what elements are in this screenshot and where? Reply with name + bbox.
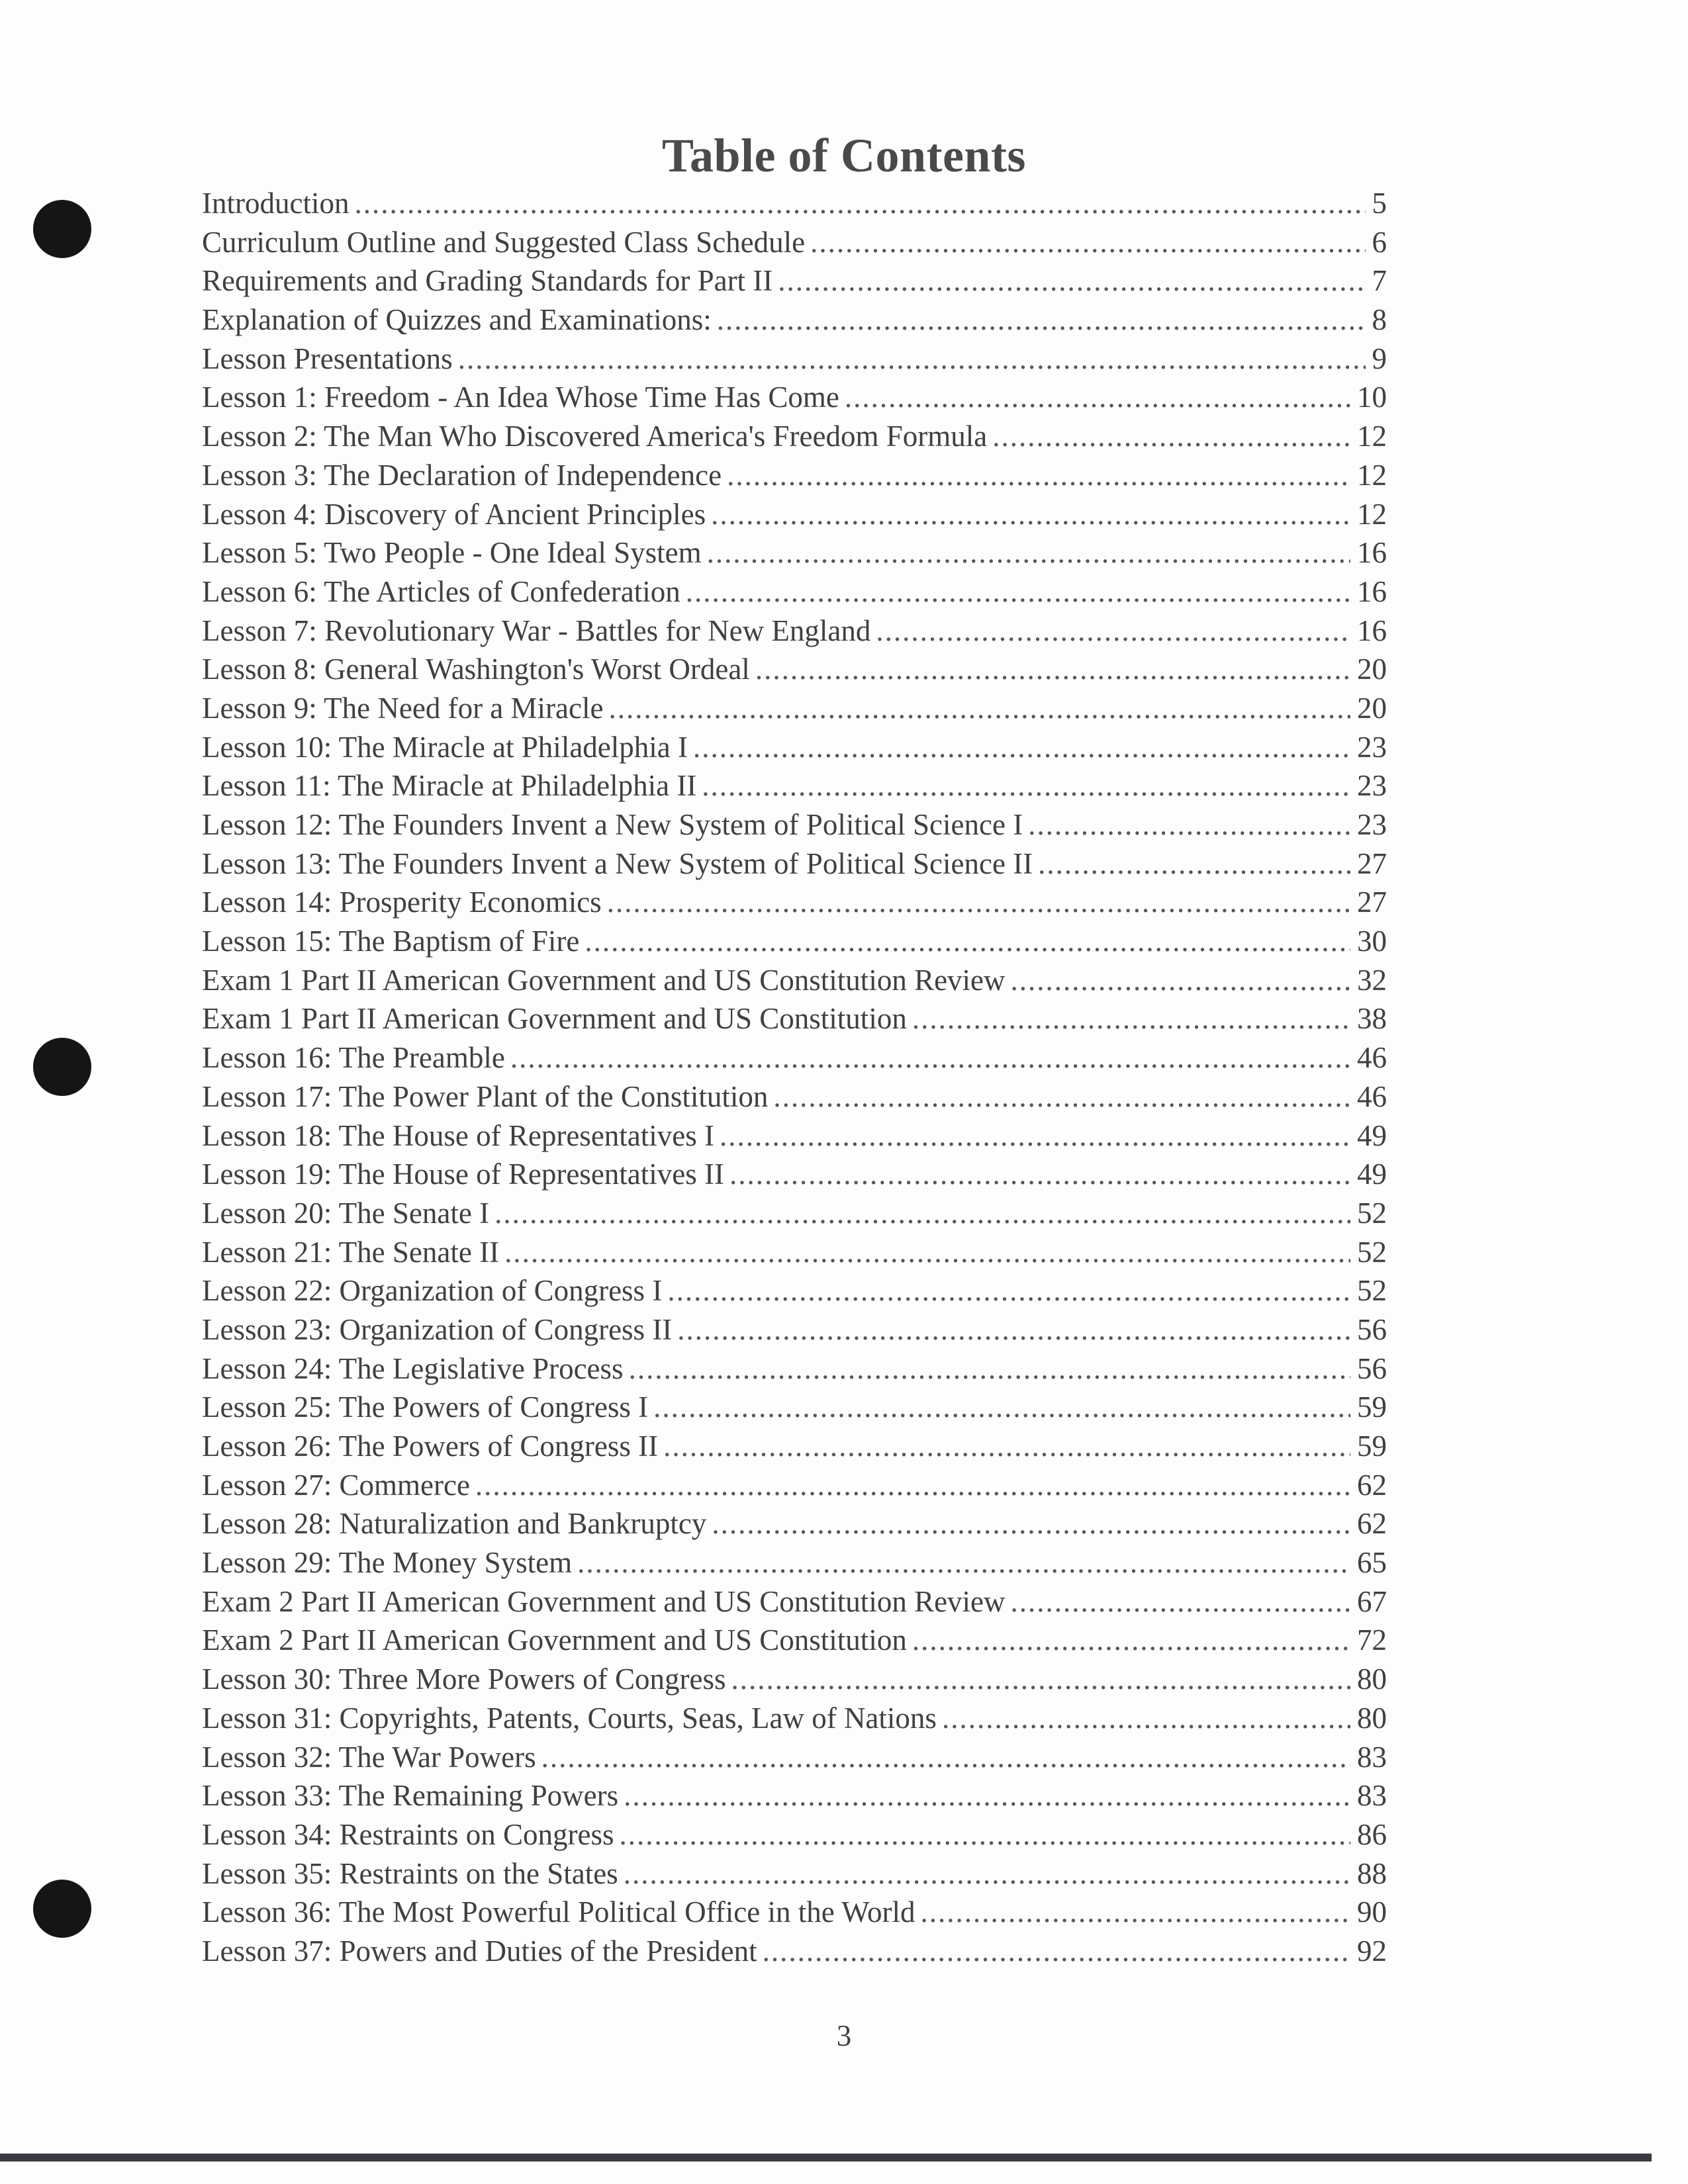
toc-entry-page: 88 [1357,1856,1387,1890]
toc-entry-page: 20 [1357,653,1387,686]
toc-entry-page: 92 [1357,1934,1387,1968]
toc-entry [202,844,1387,884]
toc-entry-label: Lesson 12: The Founders Invent a New System of Political Science I [202,808,1023,841]
toc-entry [202,1815,1387,1854]
toc-entry-page: 6 [1372,225,1387,259]
toc-entry-page: 52 [1357,1274,1387,1308]
dot-leader [1038,844,1350,884]
toc-entry-page: 7 [1372,264,1387,298]
dot-leader [686,572,1350,612]
toc-entry-label: Introduction [202,187,350,220]
toc-entry-label: Lesson 29: The Money System [202,1546,573,1580]
toc-entry-label: Lesson Presentations [202,341,453,375]
toc-entry [202,1776,1387,1815]
toc-entry-page: 38 [1357,1002,1387,1036]
toc-entry-label: Lesson 24: The Legislative Process [202,1351,624,1385]
dot-leader [504,1233,1350,1272]
dot-leader [711,495,1350,534]
toc-entry-page: 10 [1357,381,1387,414]
dot-leader [1011,1582,1350,1621]
table-of-contents [202,184,1387,1971]
page-title: Table of Contents [662,129,1026,182]
toc-entry-page: 12 [1357,458,1387,492]
toc-entry [202,1349,1387,1388]
dot-leader [653,1388,1350,1427]
toc-entry [202,766,1387,805]
toc-entry-label: Curriculum Outline and Suggested Class Schedule [202,225,806,259]
toc-entry-page: 80 [1357,1701,1387,1735]
toc-entry-label: Lesson 37: Powers and Duties of the President [202,1934,757,1968]
dot-leader [494,1194,1350,1233]
toc-entry [202,650,1387,689]
toc-entry-label: Lesson 19: The House of Representatives II [202,1158,724,1191]
toc-entry [202,300,1387,340]
toc-entry-label: Lesson 27: Commerce [202,1468,470,1502]
toc-entry-page: 16 [1357,574,1387,608]
toc-entry-label: Lesson 18: The House of Representatives I [202,1118,714,1152]
toc-entry-page: 62 [1357,1468,1387,1502]
toc-entry-page: 27 [1357,846,1387,880]
toc-entry-page: 46 [1357,1079,1387,1113]
toc-entry-page: 8 [1372,303,1387,337]
toc-entry-label: Lesson 8: General Washington's Worst Ordeal [202,653,750,686]
dot-leader [876,612,1350,651]
toc-entry [202,261,1387,300]
toc-entry-page: 56 [1357,1312,1387,1346]
dot-leader [778,261,1365,300]
toc-entry-page: 83 [1357,1740,1387,1774]
toc-entry [202,378,1387,417]
toc-entry [202,1077,1387,1116]
dot-leader [354,184,1365,223]
dot-leader [720,1116,1350,1156]
toc-entry [202,961,1387,1000]
toc-entry [202,456,1387,495]
toc-entry [202,689,1387,728]
toc-entry-page: 27 [1357,886,1387,919]
toc-entry-page: 16 [1357,536,1387,570]
dot-leader [702,766,1350,805]
toc-entry-label: Lesson 26: The Powers of Congress II [202,1430,659,1463]
toc-entry [202,223,1387,262]
toc-entry [202,1543,1387,1582]
toc-entry-page: 12 [1357,497,1387,531]
dot-leader [585,922,1350,961]
toc-entry [202,999,1387,1038]
toc-entry-page: 62 [1357,1507,1387,1541]
toc-entry-label: Lesson 28: Naturalization and Bankruptcy [202,1507,707,1541]
toc-entry [202,1116,1387,1156]
toc-entry-page: 59 [1357,1390,1387,1424]
toc-entry [202,1427,1387,1466]
dot-leader [729,1155,1350,1194]
toc-entry-label: Lesson 17: The Power Plant of the Constitution [202,1079,769,1113]
toc-entry-label: Lesson 15: The Baptism of Fire [202,925,580,958]
toc-entry [202,1504,1387,1543]
toc-entry-page: 12 [1357,420,1387,453]
dot-leader [624,1776,1350,1815]
toc-entry-page: 49 [1357,1158,1387,1191]
toc-entry-label: Lesson 34: Restraints on Congress [202,1817,614,1851]
toc-entry [202,1038,1387,1077]
toc-entry [202,417,1387,456]
toc-entry-page: 32 [1357,963,1387,997]
toc-entry-label: Lesson 20: The Senate I [202,1196,490,1230]
dot-leader [717,300,1366,340]
toc-entry-page: 23 [1357,808,1387,841]
toc-entry-page: 52 [1357,1196,1387,1230]
toc-entry-label: Lesson 30: Three More Powers of Congress [202,1662,726,1696]
toc-entry-label: Lesson 9: The Need for a Miracle [202,691,604,725]
dot-leader [1011,961,1350,1000]
dot-leader [921,1893,1351,1932]
toc-entry-page: 16 [1357,614,1387,647]
dot-leader [1028,805,1350,844]
toc-entry-page: 20 [1357,691,1387,725]
dot-leader [810,223,1365,262]
toc-entry-label: Lesson 13: The Founders Invent a New System of Political Science II [202,846,1033,880]
toc-entry-label: Lesson 33: The Remaining Powers [202,1779,619,1813]
dot-leader [912,1621,1350,1660]
dot-leader [912,999,1350,1038]
scan-edge-shadow [0,2154,1652,2161]
toc-entry-page: 5 [1372,187,1387,220]
dot-leader [624,1854,1350,1893]
dot-leader [707,533,1350,572]
toc-entry-page: 9 [1372,341,1387,375]
dot-leader [773,1077,1350,1116]
toc-entry-label: Exam 2 Part II American Government and US Constitution [202,1623,907,1657]
dot-leader [992,417,1350,456]
toc-entry [202,805,1387,844]
dot-leader [677,1310,1350,1349]
dot-leader [607,883,1350,922]
toc-entry [202,184,1387,223]
dot-leader [712,1504,1350,1543]
toc-entry-page: 59 [1357,1430,1387,1463]
toc-entry-page: 23 [1357,769,1387,803]
toc-entry [202,1738,1387,1777]
dot-leader [577,1543,1350,1582]
toc-entry-label: Exam 2 Part II American Government and US Constitution Review [202,1584,1006,1618]
toc-entry-page: 67 [1357,1584,1387,1618]
dot-leader [510,1038,1350,1077]
toc-entry [202,1854,1387,1893]
toc-entry [202,1310,1387,1349]
toc-entry [202,922,1387,961]
toc-entry-label: Lesson 3: The Declaration of Independence [202,458,722,492]
toc-entry [202,883,1387,922]
dot-leader [663,1427,1350,1466]
dot-leader [667,1271,1350,1310]
toc-entry-label: Lesson 31: Copyrights, Patents, Courts, Seas, Law of Nations [202,1701,937,1735]
toc-entry-label: Lesson 25: The Powers of Congress I [202,1390,649,1424]
toc-entry [202,612,1387,651]
toc-entry-page: 83 [1357,1779,1387,1813]
toc-entry-label: Lesson 32: The War Powers [202,1740,536,1774]
toc-entry [202,340,1387,379]
dot-leader [763,1932,1350,1971]
toc-entry [202,1621,1387,1660]
toc-entry [202,1271,1387,1310]
toc-entry-page: 86 [1357,1817,1387,1851]
toc-entry-label: Lesson 7: Revolutionary War - Battles for New England [202,614,871,647]
toc-entry-label: Requirements and Grading Standards for Part II [202,264,773,298]
toc-entry [202,1194,1387,1233]
toc-entry [202,1388,1387,1427]
toc-entry-label: Lesson 36: The Most Powerful Political Office in the World [202,1895,915,1929]
toc-entry-page: 30 [1357,925,1387,958]
toc-entry-label: Lesson 2: The Man Who Discovered America's Freedom Formula [202,420,988,453]
toc-entry [202,1155,1387,1194]
dot-leader [845,378,1350,417]
dot-leader [942,1699,1350,1738]
dot-leader [629,1349,1350,1388]
toc-entry-label: Lesson 6: The Articles of Confederation [202,574,680,608]
dot-leader [693,728,1350,767]
toc-entry-page: 80 [1357,1662,1387,1696]
toc-entry [202,1699,1387,1738]
toc-entry-label: Lesson 5: Two People - One Ideal System [202,536,702,570]
dot-leader [475,1466,1350,1505]
toc-entry-page: 90 [1357,1895,1387,1929]
toc-entry-page: 52 [1357,1235,1387,1269]
toc-entry-label: Lesson 35: Restraints on the States [202,1856,618,1890]
toc-entry-label: Lesson 16: The Preamble [202,1041,505,1075]
toc-entry-page: 46 [1357,1041,1387,1075]
dot-leader [755,650,1350,689]
toc-entry-page: 72 [1357,1623,1387,1657]
dot-leader [727,456,1350,495]
dot-leader [619,1815,1350,1854]
toc-entry-label: Lesson 22: Organization of Congress I [202,1274,663,1308]
toc-entry [202,1466,1387,1505]
toc-entry [202,495,1387,534]
toc-entry [202,1233,1387,1272]
toc-entry [202,1932,1387,1971]
toc-entry-page: 56 [1357,1351,1387,1385]
toc-entry [202,728,1387,767]
toc-entry-label: Exam 1 Part II American Government and US Constitution Review [202,963,1006,997]
page-number: 3 [836,2019,852,2052]
toc-entry-page: 23 [1357,730,1387,764]
toc-entry-label: Lesson 1: Freedom - An Idea Whose Time Has Come [202,381,839,414]
dot-leader [731,1660,1350,1699]
punch-hole [33,200,91,258]
toc-entry-label: Lesson 14: Prosperity Economics [202,886,602,919]
toc-entry-label: Lesson 21: The Senate II [202,1235,500,1269]
toc-entry [202,1582,1387,1621]
toc-entry-label: Lesson 4: Discovery of Ancient Principles [202,497,706,531]
toc-entry-label: Lesson 11: The Miracle at Philadelphia II [202,769,697,803]
dot-leader [608,689,1350,728]
toc-entry-page: 65 [1357,1546,1387,1580]
toc-entry-label: Exam 1 Part II American Government and US Constitution [202,1002,907,1036]
toc-entry [202,572,1387,612]
dot-leader [541,1738,1350,1777]
toc-entry-label: Lesson 23: Organization of Congress II [202,1312,673,1346]
punch-hole [33,1880,91,1938]
toc-entry [202,1660,1387,1699]
toc-entry-label: Explanation of Quizzes and Examinations: [202,303,712,337]
toc-entry-page: 49 [1357,1118,1387,1152]
toc-entry [202,533,1387,572]
dot-leader [458,340,1366,379]
punch-hole [33,1038,91,1096]
toc-entry-label: Lesson 10: The Miracle at Philadelphia I [202,730,688,764]
toc-entry [202,1893,1387,1932]
